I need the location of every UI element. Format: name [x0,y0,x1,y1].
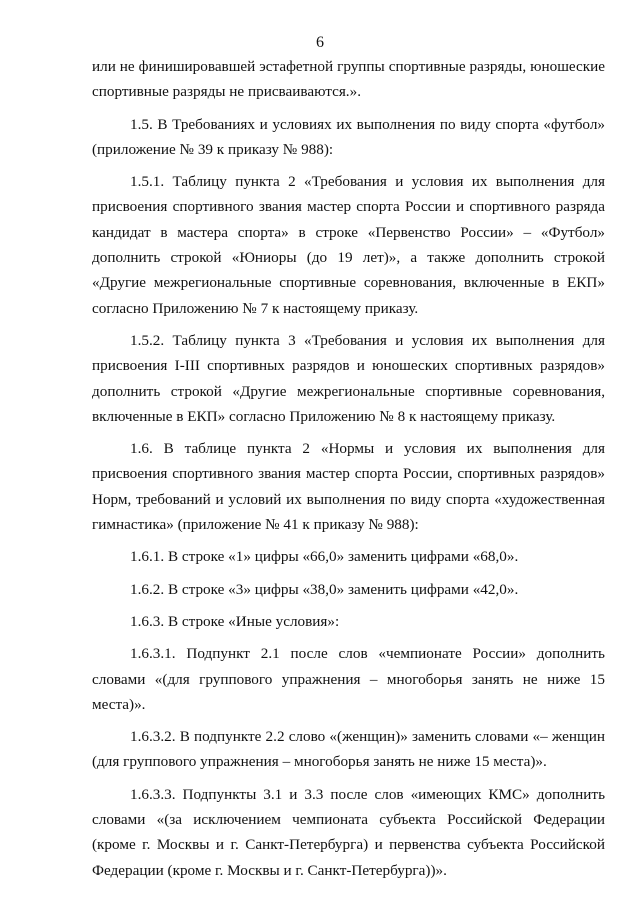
document-body [92,54,605,883]
paragraph-1-5-2: 1.5.2. Таблицу пункта 3 «Требования и условия их выполнения для присвоения I-III спортивных разрядов и юношеских спортивных разрядов» дополнить строкой «Другие межрегиональные спортивные соревнования, включенные в ЕКП» согласно Приложению № 8 к настоящему приказу. [92,331,605,425]
paragraph-1-6-3-1: 1.6.3.1. Подпункт 2.1 после слов «чемпионате России» дополнить словами «(для группового упражнения – многоборья занять не ниже 15 места)». [92,645,605,713]
paragraph-1-6-3-2: 1.6.3.2. В подпункте 2.2 слово «(женщин)» заменить словами «– женщин (для группового упражнения – многоборья занять не ниже 15 места)». [92,728,605,771]
paragraph-1-6: 1.6. В таблице пункта 2 «Нормы и условия их выполнения для присвоения спортивного звания мастер спорта России, спортивных разрядов» Норм, требований и условий их выполнения по виду спорта «художественная гимнастика» (приложение № 41 к приказу № 988): [92,440,605,534]
paragraph-1-6-3: 1.6.3. В строке «Иные условия»: [130,612,340,630]
paragraph-1-6-3-3: 1.6.3.3. Подпункты 3.1 и 3.3 после слов «имеющих КМС» дополнить словами «(за исключением чемпионата субъекта Российской Федерации (кроме г. Москвы и г. Санкт-Петербурга) и первенства субъекта Российской Федерации (кроме г. Москвы и г. Санкт-Петербурга))». [92,785,605,879]
paragraph-1-6-1: 1.6.1. В строке «1» цифры «66,0» заменить цифрами «68,0». [130,548,519,566]
paragraph-1-5: 1.5. В Требованиях и условиях их выполнения по виду спорта «футбол» (приложение № 39 к приказу № 988): [92,115,605,158]
page-number: 6 [316,34,324,51]
paragraph-1-5-1: 1.5.1. Таблицу пункта 2 «Требования и условия их выполнения для присвоения спортивного звания мастер спорта России и спортивного разряда кандидат в мастера спорта» в строке «Первенство России» – «Футбол» дополнить строкой «Юниоры (до 19 лет)», а также дополнить строкой «Другие межрегиональные спортивные соревнования, включенные в ЕКП» согласно Приложению № 7 к настоящему приказу. [92,173,605,317]
paragraph-1-6-2: 1.6.2. В строке «3» цифры «38,0» заменить цифрами «42,0». [130,580,519,598]
paragraph-continuation: или не финишировавшей эстафетной группы спортивные разряды, юношеские спортивные разряды не присваиваются.». [92,58,605,101]
